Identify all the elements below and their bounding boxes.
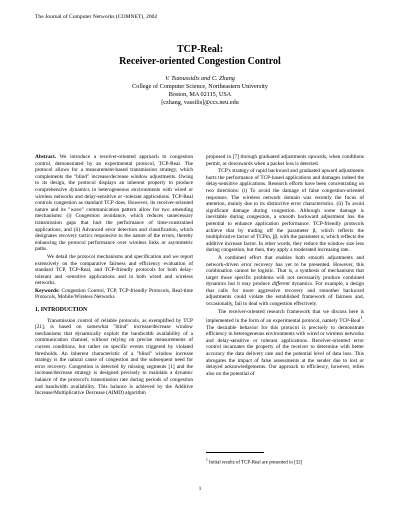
footnote-number: 1 [206, 458, 208, 462]
right-paragraph-3-emphasis: different [272, 281, 290, 288]
affiliation-line-1: College of Computer Science, Northeastern University [132, 83, 268, 90]
footnote [206, 457, 366, 467]
right-column [206, 154, 364, 377]
abstract-label: Abstract. [35, 154, 57, 160]
right-paragraph-3 [206, 255, 364, 308]
authors: V. Tsaoussidis and C. Zhang [165, 75, 235, 82]
section-heading-introduction: 1. INTRODUCTION [35, 307, 88, 314]
abstract-paragraph-1 [35, 154, 193, 253]
abstract-paragraph-2: We detail the protocol mechanisms and specification and we report extensively on the comparative fairness and efficiency evaluation of standard TCP, TCP-Real, and TCP-friendly protocols for both delay-tolerant and -sensitive applications and in both wired and wireless networks. [35, 253, 193, 287]
right-paragraph-4-part-b: . The desirable behavior for this protocol is precisely to demonstrate efficiency in heterogeneous environments with wired or wireless networks and delay-sensitive or tolerant applications. Receiver-oriented error control incarnates the property of the receiver to determine with better accuracy the data delivery rate and the potential level of data loss. This abrogates the impact of false assessments at the sender due to lost or delayed acknowledgements. Our approach to efficiency, however, relies also on the potential of [206, 318, 364, 377]
intro-paragraph-1: Transmission control of reliable protocols, as exemplified by TCP [21], is based on somewhat "blind" increase/decrease window mechanisms that dynamically exploit the bandwidth availability of a communication channel, without relying on precise measurements of current conditions, but rather on specific events triggered by violated thresholds. An inherent characteristic of a "blind" window increase strategy is the natural cause of congestion and the subsequent need for error recovery. Congestion is detected by missing segments [1] and the increase/decrease strategy is designed precisely to maintain a dynamic balance of the protocol's transmission rate during periods of congestion and bandwidth availability. This balance is achieved by the Additive Increase/Multiplicative Decrease (AIMD) algorithm [35, 317, 193, 397]
right-paragraph-4 [206, 309, 364, 378]
right-paragraph-3-part-a: A combined effort that enables both smooth adjustments and network-driven error recovery has yet to be presented. However, this combination cannot be logistic. That is, a synthesis of mechanisms that target those specific problems will not necessarily produce combined dynamics but it may produce [206, 254, 364, 288]
running-head: The Journal of Computer Networks (COMNET), 2002 [35, 14, 158, 20]
affiliation-line-2: Boston, MA 02115, USA [168, 91, 232, 98]
title-line-1: TCP-Real: [176, 44, 224, 55]
keywords-label: Keywords: [35, 287, 60, 294]
abstract-text-1: We introduce a receiver-oriented approach to congestion control, demonstrated by an experimental protocol, TCP-Real. The protocol allows for a measurement-based transmission strategy, which complements the "blind" increase/decrease window adjustments. Owing to its design, the protocol displays an inherent property to produce comprehensive dynamics in heterogeneous environments with wired or wireless networks and delay-sensitive or -tolerant applications. TCP-Real controls congestion as standard TCP does. However, its receiver-oriented nature and its "wave" communication pattern allow for two amending mechanisms: (i) Congestion avoidance, which reduces unnecessary transmission gaps that hurt the performance of time-constrained applications, and (ii) Advanced error detection and classification, which designates recovery tactics responsive to the nature of the errors, thereby enhancing the protocol performance over wireless links or asymmetric paths. [35, 154, 193, 253]
footnote-text: Initial results of TCP-Real are presented in [32] [207, 460, 303, 466]
right-paragraph-4-part-a: The receiver-oriented research framework that we discuss here is implemented in the form of an experimental protocol, namely TCP-Real [206, 308, 364, 325]
right-paragraph-3-part-b: dynamics. For example, a design that calls for more aggressive recovery and smoother backward adjustments could violate the established framework of fairness and, occasionally, fail to deal with congestion effectively. [206, 281, 364, 308]
affiliation-line-3: [czhang, vassilis]@ccs.neu.edu [161, 99, 239, 106]
page-number: 1 [198, 486, 202, 492]
keywords [35, 288, 193, 301]
title-line-2: Receiver-oriented Congestion Control [119, 56, 281, 67]
title-block [0, 44, 400, 107]
right-paragraph-2: TCP's strategy of rapid backward and graduated upward adjustments hurts the performance of TCP-based applications and damages indeed the delay-sensitive applications. Research efforts have been concentrating on two directions: (i) To avoid the damage of false congestion-oriented responses. The wireless network domain was recently the focus of attention, mainly due to its distinctive error characteristics. (ii) To avoid significant damage during congestion. Although some damage is inevitable during congestion, a smooth backward adjustment has the potential to enhance application performance. TCP-friendly protocols achieve that by trading off the parameter β, which reflects the multiplicative factor of TCPin, [β, with the parameter α, which reflects the additive increase factor. In other words, they reduce the window size less during congestion, but then, they apply a moderated increasing rate. [206, 168, 364, 254]
footnote-rule [206, 452, 264, 453]
left-column [35, 154, 193, 397]
footnote-marker: 1 [360, 315, 363, 321]
paper-title [0, 44, 400, 68]
right-paragraph-1: proposed in [7] through graduated adjustments upwards, when conditions permit, or downwards when a packet loss is detected. [206, 154, 364, 167]
keywords-text: Congestion Control, TCP, TCP-friendly Protocols, Real-time Protocols, Mobile/Wireless Networks [35, 287, 193, 301]
